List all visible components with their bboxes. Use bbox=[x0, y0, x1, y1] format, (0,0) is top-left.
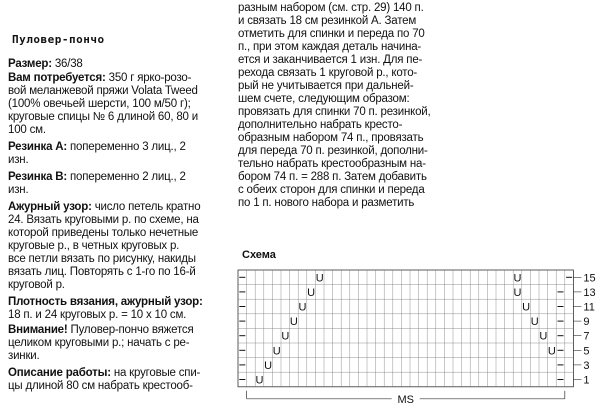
body-text: 100 см. bbox=[8, 124, 46, 136]
row-number: 9 bbox=[583, 316, 590, 329]
yarn-over-symbol: U bbox=[522, 301, 531, 314]
body-text: 18 п. и 24 круговых р. = 10 х 10 см. bbox=[8, 309, 187, 321]
body-text: число петель кратно bbox=[94, 201, 201, 213]
left-text-line bbox=[8, 367, 200, 380]
row-number: 5 bbox=[583, 345, 590, 358]
left-text-line bbox=[8, 337, 189, 350]
body-text: Пуловер-пончо вяжется bbox=[70, 324, 194, 336]
left-text-line bbox=[8, 253, 196, 266]
section-heading: Ажурный узор: bbox=[8, 201, 95, 213]
body-text: изн. bbox=[8, 154, 29, 166]
left-text-line bbox=[8, 309, 186, 322]
left-text-line bbox=[8, 184, 28, 197]
section-heading: Внимание! bbox=[8, 324, 71, 336]
right-text-line: бором 74 п. = 288 п. Затем добавить bbox=[238, 171, 427, 183]
body-text: цы длиной 80 см набрать крестооб- bbox=[8, 380, 193, 392]
body-text: которой приведены только нечетные bbox=[8, 227, 199, 239]
row-number: 1 bbox=[583, 374, 590, 387]
right-text-line: отметить для спинки и переда по 70 bbox=[238, 28, 425, 40]
left-text-line bbox=[8, 98, 191, 111]
left-text-line bbox=[8, 227, 198, 240]
right-text-line: провязать для спинки 70 п. резинкой, bbox=[238, 106, 431, 118]
right-text-line: рехода связать 1 круговой р., кото- bbox=[238, 67, 418, 79]
left-text-line bbox=[8, 111, 198, 124]
yarn-over-symbol: U bbox=[281, 330, 290, 343]
knitting-chart bbox=[234, 262, 596, 404]
body-text: попеременно 2 лиц., 2 bbox=[70, 171, 186, 183]
page-title: Пуловер-пончо bbox=[12, 33, 105, 46]
row-number: 15 bbox=[583, 272, 596, 285]
body-text: все петли вязать по рисунку, накиды bbox=[8, 253, 196, 265]
left-text-line bbox=[8, 214, 199, 227]
body-text: на круговые спи- bbox=[113, 367, 201, 379]
right-text-line: с обеих сторон для спинки и переда bbox=[238, 184, 425, 196]
body-text: вой меланжевой пряжи Volata Tweed bbox=[8, 85, 198, 97]
left-text-line bbox=[8, 279, 65, 292]
left-text-line bbox=[8, 240, 179, 253]
left-text-line bbox=[8, 266, 196, 279]
yarn-over-symbol: U bbox=[315, 272, 324, 285]
body-text: вязать лиц. Повторять с 1-го по 16-й bbox=[8, 266, 196, 278]
right-text-line: по 1 п. нового набора и разметить bbox=[238, 197, 415, 209]
right-text-line: для переда 70 п. резинкой, дополни- bbox=[238, 145, 428, 157]
section-heading: Резинка В: bbox=[8, 171, 70, 183]
right-text-line: п., при этом каждая деталь начина- bbox=[238, 41, 422, 53]
section-heading: Плотность вязания, ажурный узор: bbox=[8, 296, 203, 308]
right-text-line: шем счете, следующим образом: bbox=[238, 93, 410, 105]
body-text: целиком круговыми р.; начать с ре- bbox=[8, 337, 190, 349]
left-text-line bbox=[8, 201, 200, 214]
body-text: изн. bbox=[8, 184, 29, 196]
left-text-line bbox=[8, 72, 191, 85]
body-text: 24. Вязать круговыми р. по схеме, на bbox=[8, 214, 199, 226]
body-text: круговой р. bbox=[8, 279, 65, 291]
yarn-over-symbol: U bbox=[530, 316, 539, 329]
right-text-line: и связать 18 см резинкой А. Затем bbox=[238, 15, 417, 27]
right-text-line: дополнительно набрать кресто- bbox=[238, 119, 403, 131]
right-text-line: разным набором (см. стр. 29) 140 п. bbox=[238, 2, 424, 14]
yarn-over-symbol: U bbox=[539, 330, 548, 343]
section-heading: Описание работы: bbox=[8, 367, 114, 379]
section-heading: Размер: bbox=[8, 58, 55, 70]
right-text-line: образным набором 74 п., провязать bbox=[238, 132, 424, 144]
row-number: 7 bbox=[583, 330, 590, 343]
row-number: 11 bbox=[583, 301, 595, 314]
body-text: круговые спицы № 6 длиной 60, 80 и bbox=[8, 111, 198, 123]
left-text-line bbox=[8, 124, 46, 137]
left-text-line bbox=[8, 350, 40, 363]
left-text-line bbox=[8, 141, 186, 154]
body-text: (100% овечьей шерсти, 100 м/50 г); bbox=[8, 98, 191, 110]
left-text-line bbox=[8, 296, 203, 309]
body-text: попеременно 3 лиц., 2 bbox=[70, 141, 186, 153]
yarn-over-symbol: U bbox=[289, 316, 298, 329]
left-text-line bbox=[8, 324, 194, 337]
yarn-over-symbol: U bbox=[272, 345, 281, 358]
row-number: 3 bbox=[583, 359, 590, 372]
yarn-over-symbol: U bbox=[307, 286, 316, 299]
yarn-over-symbol: U bbox=[298, 301, 307, 314]
right-text-line: рый не учитывается при дальней- bbox=[238, 80, 414, 92]
left-text-line bbox=[8, 171, 186, 184]
yarn-over-symbol: U bbox=[513, 272, 522, 285]
left-text-line bbox=[8, 85, 198, 98]
schema-label: Схема bbox=[242, 249, 276, 261]
left-text-line bbox=[8, 380, 193, 393]
body-text: 36/38 bbox=[54, 58, 83, 70]
row-number: 13 bbox=[583, 286, 596, 299]
yarn-over-symbol: U bbox=[547, 345, 556, 358]
yarn-over-symbol: U bbox=[255, 374, 264, 387]
body-text: зинки. bbox=[8, 350, 40, 362]
repeat-label: MS bbox=[397, 393, 414, 404]
left-text-line bbox=[8, 58, 83, 71]
left-text-line bbox=[8, 154, 28, 167]
right-text-line: ется и заканчивается 1 изн. Для пе- bbox=[238, 54, 423, 66]
section-heading: Вам потребуется: bbox=[8, 72, 109, 84]
body-text: круговые р., в четных круговых р. bbox=[8, 240, 180, 252]
yarn-over-symbol: U bbox=[264, 359, 273, 372]
section-heading: Резинка А: bbox=[8, 141, 70, 153]
body-text: 350 г ярко-розо- bbox=[108, 72, 192, 84]
right-text-line: тельно набрать крестообразным на- bbox=[238, 158, 426, 170]
yarn-over-symbol: U bbox=[513, 286, 522, 299]
